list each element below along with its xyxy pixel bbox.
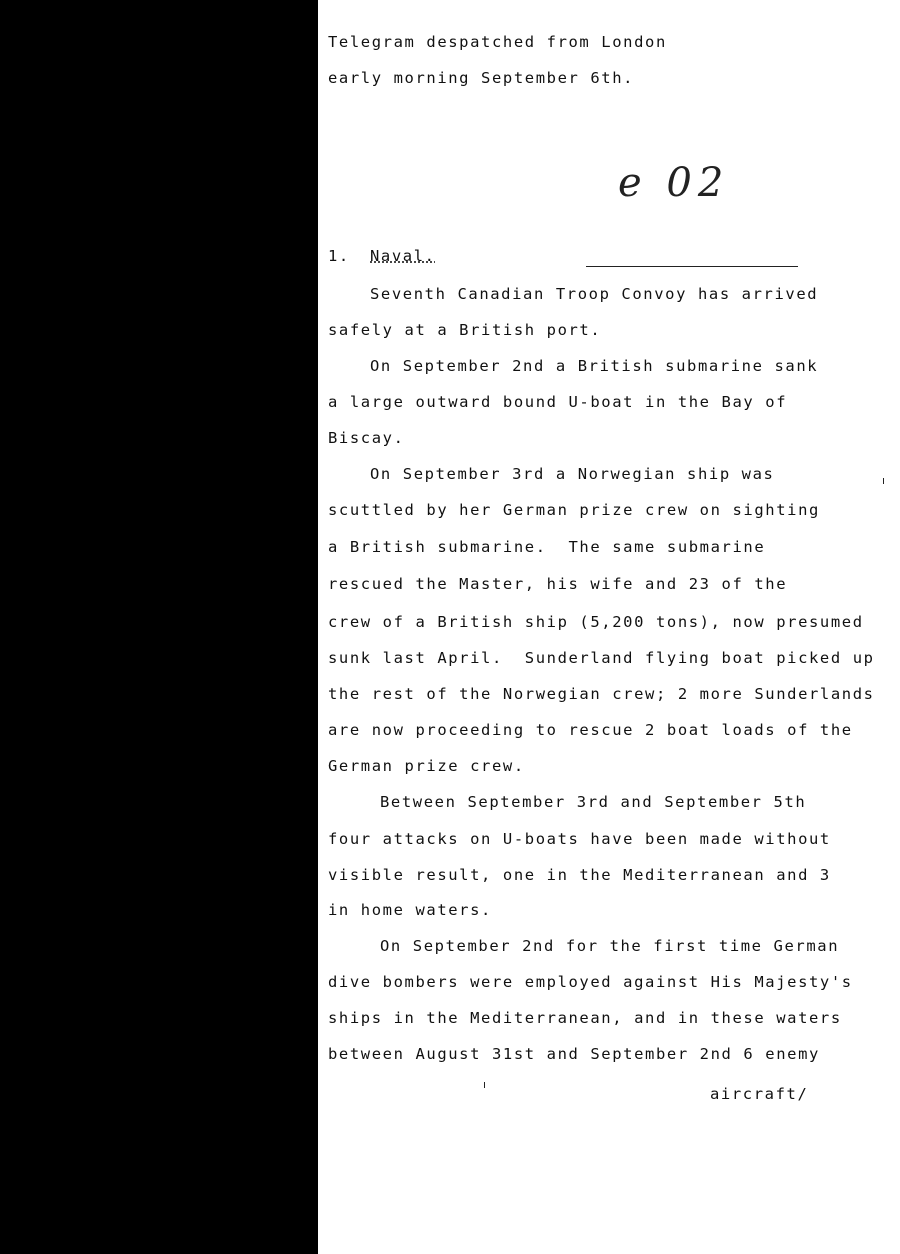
body-line: German prize crew.	[328, 757, 525, 775]
body-line: a British submarine. The same submarine	[328, 538, 766, 556]
body-line: a large outward bound U-boat in the Bay of	[328, 393, 788, 411]
body-line: four attacks on U-boats have been made without	[328, 830, 831, 848]
body-line: scuttled by her German prize crew on sighting	[328, 501, 820, 519]
body-line: safely at a British port.	[328, 321, 602, 339]
continuation-catchword: aircraft/	[710, 1085, 809, 1103]
body-line: On September 2nd for the first time German	[380, 937, 840, 955]
body-line: Seventh Canadian Troop Convoy has arrived	[370, 285, 819, 303]
body-line: visible result, one in the Mediterranean and 3	[328, 866, 831, 884]
separator-rule	[586, 266, 798, 267]
handwritten-annotation: e 02	[618, 160, 730, 206]
body-line: rescued the Master, his wife and 23 of the	[328, 575, 788, 593]
body-line: On September 2nd a British submarine sank	[370, 357, 819, 375]
header-line-2: early morning September 6th.	[328, 69, 635, 87]
section-number: 1.	[328, 247, 350, 265]
body-line: On September 3rd a Norwegian ship was	[370, 465, 775, 483]
body-line: in home waters.	[328, 901, 492, 919]
body-line: are now proceeding to rescue 2 boat loads of the	[328, 721, 853, 739]
scan-speck	[484, 1082, 485, 1088]
header-line-1: Telegram despatched from London	[328, 33, 667, 51]
section-title: Naval.	[370, 247, 436, 265]
body-line: the rest of the Norwegian crew; 2 more Sunderlands	[328, 685, 875, 703]
body-line: Biscay.	[328, 429, 405, 447]
body-line: ships in the Mediterranean, and in these waters	[328, 1009, 842, 1027]
body-line: sunk last April. Sunderland flying boat picked up	[328, 649, 875, 667]
body-line: crew of a British ship (5,200 tons), now presumed	[328, 613, 864, 631]
body-line: dive bombers were employed against His Majesty's	[328, 973, 853, 991]
body-line: between August 31st and September 2nd 6 enemy	[328, 1045, 820, 1063]
scan-speck	[883, 478, 884, 484]
body-line: Between September 3rd and September 5th	[380, 793, 807, 811]
